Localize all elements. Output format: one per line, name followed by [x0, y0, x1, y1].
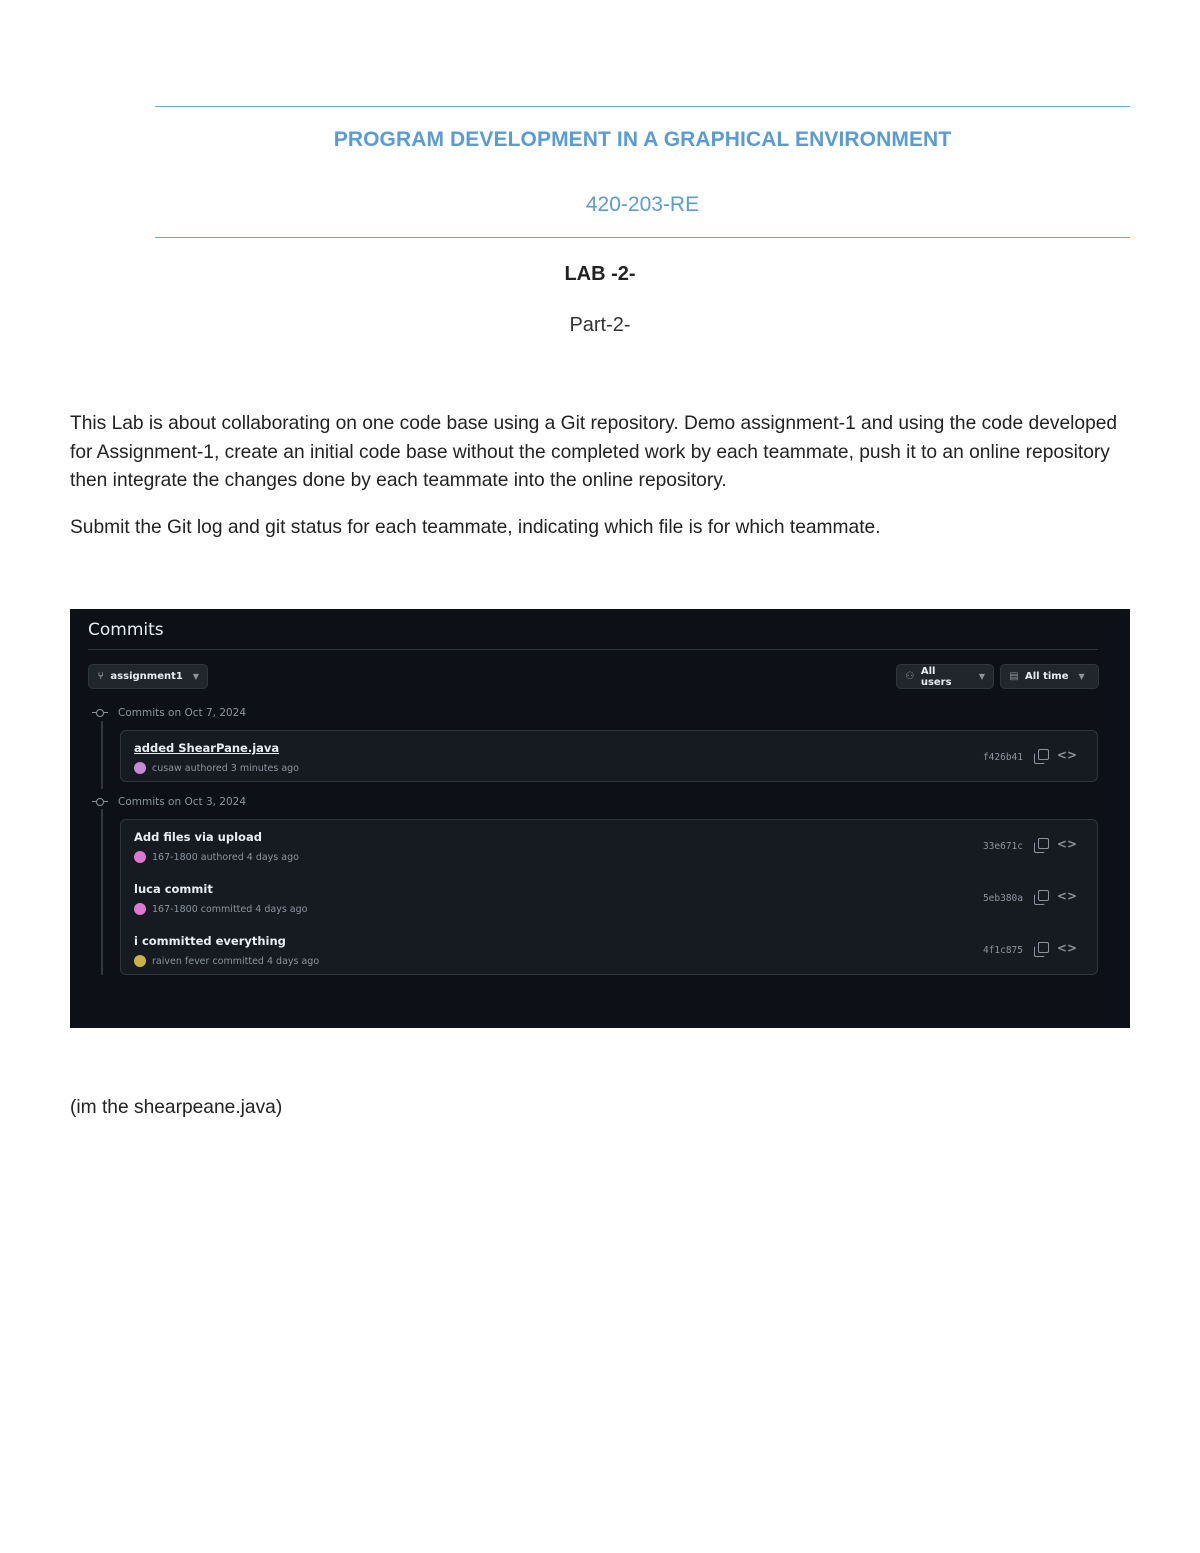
- commit-author-text: 167-1800 committed 4 days ago: [152, 903, 308, 915]
- commit-sha[interactable]: 5eb380a: [982, 893, 1023, 904]
- avatar: [134, 955, 146, 967]
- branch-icon: ⑂: [97, 670, 104, 682]
- commit-sha[interactable]: f426b41: [982, 752, 1023, 763]
- avatar: [134, 851, 146, 863]
- instructions-paragraph: This Lab is about collaborating on one code base using a Git repository. Demo assignment-1 and using the code developed for Assignment-1, create an initial code base without the completed work by each teammate, push it to an online repository then integrate the changes done by each teammate into the online repository.: [70, 413, 1118, 491]
- student-note: (im the shearpeane.java): [70, 1097, 283, 1118]
- commit-meta: [134, 851, 299, 863]
- timeline-line: [101, 721, 103, 789]
- commit-message[interactable]: i committed everything: [134, 934, 286, 948]
- copy-icon[interactable]: [1034, 890, 1048, 904]
- commit-meta: [134, 955, 319, 967]
- commit-node-icon: [92, 708, 108, 718]
- commit-list: [120, 819, 1098, 975]
- commit-list: [120, 730, 1098, 782]
- submission-paragraph: Submit the Git log and git status for each teammate, indicating which file is for which teammate.: [70, 517, 881, 538]
- chevron-down-icon: ▼: [978, 672, 985, 681]
- copy-icon[interactable]: [1034, 838, 1048, 852]
- avatar: [134, 903, 146, 915]
- commit-message[interactable]: added ShearPane.java: [134, 741, 280, 755]
- users-filter-button[interactable]: [896, 664, 994, 689]
- top-rule: [155, 106, 1130, 107]
- users-filter-label: All users: [920, 665, 952, 688]
- commit-meta: [134, 903, 307, 915]
- code-browse-icon[interactable]: <>: [1056, 748, 1077, 762]
- code-browse-icon[interactable]: <>: [1056, 889, 1077, 903]
- time-filter-button[interactable]: [1000, 664, 1099, 689]
- timeline-line: [101, 809, 103, 975]
- branch-label: assignment1: [110, 671, 183, 682]
- code-browse-icon[interactable]: <>: [1056, 837, 1077, 851]
- lab-part: Part-2-: [569, 314, 631, 336]
- branch-select-button[interactable]: [88, 664, 208, 689]
- commit-message[interactable]: Add files via upload: [134, 830, 262, 844]
- lab-title: LAB -2-: [564, 263, 636, 285]
- commit-row[interactable]: [121, 872, 1097, 924]
- commits-title-divider: [88, 649, 1098, 650]
- commit-row[interactable]: [121, 820, 1097, 872]
- commit-row[interactable]: [121, 924, 1097, 976]
- commit-group-heading: [92, 707, 246, 719]
- calendar-icon: ▤: [1009, 670, 1019, 682]
- commit-node-icon: [92, 797, 108, 807]
- bottom-rule: [155, 237, 1130, 238]
- course-code: 420-203-RE: [585, 193, 700, 216]
- chevron-down-icon: ▼: [192, 672, 199, 681]
- commit-group-date: Commits on Oct 7, 2024: [118, 707, 247, 719]
- code-browse-icon[interactable]: <>: [1056, 941, 1077, 955]
- commit-author-text: raiven fever committed 4 days ago: [152, 955, 320, 967]
- course-title: PROGRAM DEVELOPMENT IN A GRAPHICAL ENVIRONMENT: [333, 128, 952, 151]
- commit-meta: [134, 762, 299, 774]
- commit-row[interactable]: [121, 731, 1097, 783]
- commit-sha[interactable]: 33e671c: [982, 841, 1023, 852]
- commit-author-text: cusaw authored 3 minutes ago: [152, 762, 299, 774]
- commit-message[interactable]: luca commit: [134, 882, 213, 896]
- commits-screenshot: [70, 609, 1130, 1028]
- time-filter-label: All time: [1025, 671, 1069, 682]
- commit-group-date: Commits on Oct 3, 2024: [118, 796, 247, 808]
- commit-author-text: 167-1800 authored 4 days ago: [152, 851, 299, 863]
- chevron-down-icon: ▼: [1078, 672, 1085, 681]
- commit-group-heading: [92, 796, 246, 808]
- copy-icon[interactable]: [1034, 749, 1048, 763]
- avatar: [134, 762, 146, 774]
- people-icon: ⚇: [905, 670, 915, 682]
- commit-sha[interactable]: 4f1c875: [982, 945, 1023, 956]
- copy-icon[interactable]: [1034, 942, 1048, 956]
- commits-title: Commits: [88, 620, 164, 640]
